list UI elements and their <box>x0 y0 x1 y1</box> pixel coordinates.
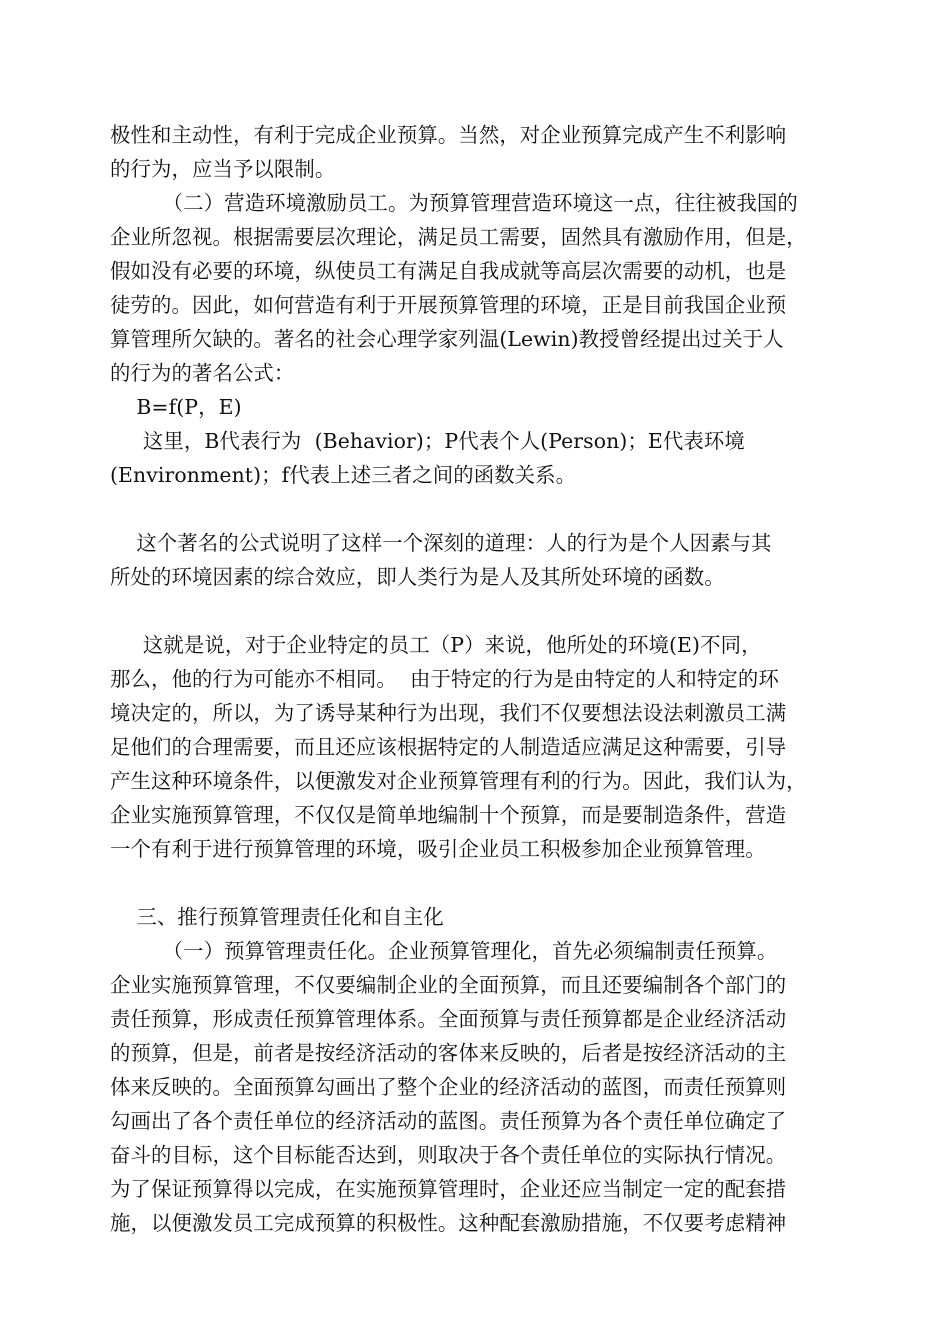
text-line: 这就是说，对于企业特定的员工（P）来说，他所处的环境(E)不同， <box>110 633 762 657</box>
text-line: 假如没有必要的环境，纵使员工有满足自我成就等高层次需要的动机，也是 <box>110 259 787 283</box>
text-line: (Environment)；f代表上述三者之间的函数关系。 <box>110 463 577 487</box>
text-line: 算管理所欠缺的。著名的社会心理学家列温(Lewin)教授曾经提出过关于人 <box>110 327 784 351</box>
text-line: 徒劳的。因此，如何营造有利于开展预算管理的环境，正是目前我国企业预 <box>110 293 787 317</box>
text-line: （二）营造环境激励员工。为预算管理营造环境这一点，往往被我国的 <box>110 191 798 215</box>
text-line: 极性和主动性，有利于完成企业预算。当然，对企业预算完成产生不利影响 <box>110 123 787 147</box>
paragraph-gap <box>110 594 855 628</box>
text-line: 的预算，但是，前者是按经济活动的客体来反映的，后者是按经济活动的主 <box>110 1041 787 1065</box>
text-line: 境决定的，所以，为了诱导某种行为出现，我们不仅要想法设法刺激员工满 <box>110 701 787 725</box>
paragraph-gap <box>110 492 855 526</box>
text-line: 所处的环境因素的综合效应，即人类行为是人及其所处环境的函数。 <box>110 565 725 589</box>
text-line: 体来反映的。全面预算勾画出了整个企业的经济活动的蓝图，而责任预算则 <box>110 1075 787 1099</box>
text-line: 奋斗的目标，这个目标能否达到，则取决于各个责任单位的实际执行情况。 <box>110 1143 787 1167</box>
text-line: 勾画出了各个责任单位的经济活动的蓝图。责任预算为各个责任单位确定了 <box>110 1109 787 1133</box>
text-line: 产生这种环境条件，以便激发对企业预算管理有利的行为。因此，我们认为， <box>110 769 807 793</box>
text-line: 企业实施预算管理，不仅仅是简单地编制十个预算，而是要制造条件，营造 <box>110 803 787 827</box>
text-line: 企业实施预算管理，不仅要编制企业的全面预算，而且还要编制各个部门的 <box>110 973 787 997</box>
paragraph-block-1 <box>110 118 855 492</box>
text-line: 施，以便激发员工完成预算的积极性。这种配套激励措施，不仅要考虑精神 <box>110 1211 787 1235</box>
text-line: 责任预算，形成责任预算管理体系。全面预算与责任预算都是企业经济活动 <box>110 1007 787 1031</box>
text-line: 这个著名的公式说明了这样一个深刻的道理：人的行为是个人因素与其 <box>110 531 772 555</box>
formula-line: B=f(P，E) <box>110 395 242 419</box>
text-line: 足他们的合理需要，而且还应该根据特定的人制造适应满足这种需要，引导 <box>110 735 787 759</box>
paragraph-block-2 <box>110 526 855 594</box>
text-line: （一）预算管理责任化。企业预算管理化，首先必须编制责任预算。 <box>110 939 778 963</box>
text-line: 那么，他的行为可能亦不相同。 由于特定的行为是由特定的人和特定的环 <box>110 667 779 691</box>
text-line: 这里，B代表行为 (Behavior)；P代表个人(Person)；E代表环境 <box>110 429 745 453</box>
section-heading: 三、推行预算管理责任化和自主化 <box>110 905 444 929</box>
text-line: 企业所忽视。根据需要层次理论，满足员工需要，固然具有激励作用，但是， <box>110 225 807 249</box>
paragraph-block-4 <box>110 900 855 1240</box>
document-page <box>110 118 855 1240</box>
paragraph-block-3 <box>110 628 855 866</box>
paragraph-gap <box>110 866 855 900</box>
text-line: 的行为，应当予以限制。 <box>110 157 336 181</box>
text-line: 为了保证预算得以完成，在实施预算管理时，企业还应当制定一定的配套措 <box>110 1177 787 1201</box>
text-line: 一个有利于进行预算管理的环境，吸引企业员工积极参加企业预算管理。 <box>110 837 766 861</box>
text-line: 的行为的著名公式： <box>110 361 295 385</box>
